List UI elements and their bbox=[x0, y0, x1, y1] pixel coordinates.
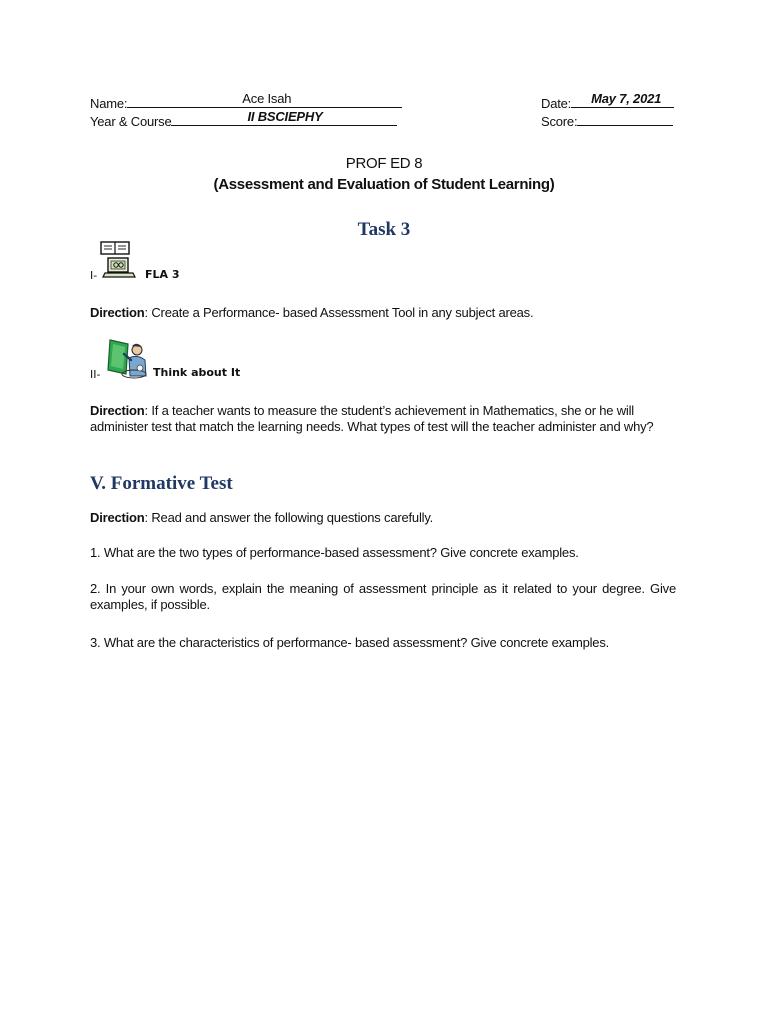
date-label: Date: bbox=[541, 96, 572, 111]
name-field bbox=[90, 91, 402, 112]
part2-direction-text: : If a teacher wants to measure the student’s achievement in Mathematics, she or he will administer test that match the learning needs. What types of test will the teacher administer and why? bbox=[90, 403, 654, 434]
course-line bbox=[171, 109, 397, 126]
book-computer-icon bbox=[99, 240, 139, 280]
part2-direction bbox=[90, 403, 676, 435]
date-line bbox=[571, 91, 674, 108]
course-title: PROF ED 8 bbox=[345, 155, 423, 172]
question-3: 3. What are the characteristics of performance- based assessment? Give concrete examples. bbox=[90, 635, 610, 650]
formative-heading: V. Formative Test bbox=[90, 473, 233, 494]
course-field bbox=[90, 109, 397, 130]
part2-direction-label: Direction bbox=[90, 403, 145, 418]
part1-heading bbox=[145, 268, 180, 281]
part2-heading bbox=[153, 366, 240, 379]
formative-direction-label: Direction bbox=[90, 510, 145, 525]
course-value: II BSCIEPHY bbox=[247, 109, 323, 124]
part1-direction bbox=[90, 305, 676, 321]
score-label: Score: bbox=[541, 114, 578, 129]
part1-direction-label: Direction bbox=[90, 305, 145, 320]
question-2: 2. In your own words, explain the meaning of assessment principle as it related to your degree. Give examples, if possible. bbox=[90, 581, 676, 612]
date-value: May 7, 2021 bbox=[591, 91, 662, 106]
score-field bbox=[541, 112, 673, 130]
date-field bbox=[541, 91, 674, 112]
name-value: Ace Isah bbox=[242, 91, 292, 106]
formative-direction-text: : Read and answer the following questions carefully. bbox=[144, 510, 434, 525]
score-line bbox=[577, 112, 673, 126]
task-title: Task 3 bbox=[357, 219, 411, 240]
formative-direction bbox=[90, 510, 676, 526]
teacher-board-icon bbox=[104, 338, 150, 380]
question-1: 1. What are the two types of performance-based assessment? Give concrete examples. bbox=[90, 545, 579, 560]
name-line bbox=[127, 91, 402, 108]
part2-heading-text: Think about It bbox=[153, 366, 241, 379]
course-label: Year & Course bbox=[90, 114, 172, 129]
part2-numeral: II- bbox=[90, 368, 101, 381]
part1-heading-text: FLA 3 bbox=[145, 268, 180, 281]
course-subtitle: (Assessment and Evaluation of Student Learning) bbox=[213, 176, 555, 193]
name-label: Name: bbox=[90, 96, 128, 111]
part1-numeral: I- bbox=[90, 269, 98, 282]
part1-direction-text: : Create a Performance- based Assessment Tool in any subject areas. bbox=[144, 305, 534, 320]
